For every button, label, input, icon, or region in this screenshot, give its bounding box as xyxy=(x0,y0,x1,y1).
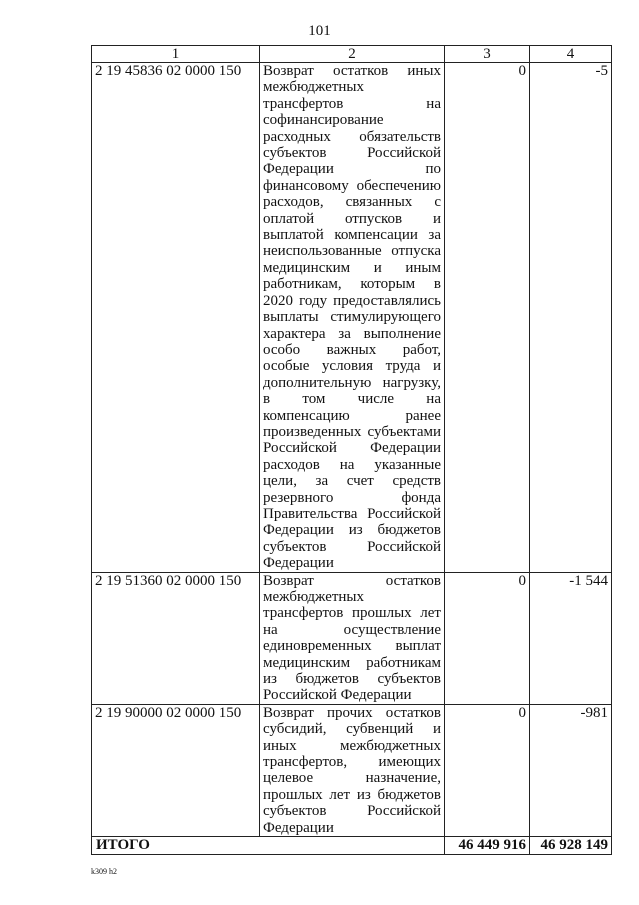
row-code: 2 19 45836 02 0000 150 xyxy=(92,63,260,573)
table-row xyxy=(92,572,612,704)
total-label: ИТОГО xyxy=(92,837,445,854)
row-value-col3: 0 xyxy=(445,572,530,704)
header-col-3: 3 xyxy=(445,46,530,63)
total-row xyxy=(92,837,612,854)
budget-table xyxy=(91,45,612,855)
row-code: 2 19 51360 02 0000 150 xyxy=(92,572,260,704)
table-header-row xyxy=(92,46,612,63)
table-row xyxy=(92,704,612,836)
row-description: Возврат остатков иных межбюджетных трансфертов на софинансирование расходных обязательств субъектов Российской Федерации по финансовому обеспечению расходов, связанных с оплатой отпусков и выплатой компенсации за неиспользованные отпуска медицинским и иным работникам, которым в 2020 году предоставлялись выплаты стимулирующего характера за выполнение особо важных работ, особые условия труда и дополнительную нагрузку, в том числе на компенсацию ранее произведенных субъектами Российской Федерации расходов на указанные цели, за счет средств резервного фонда Правительства Российской Федерации из бюджетов субъектов Российской Федерации xyxy=(260,63,445,573)
row-value-col4: -5 xyxy=(530,63,612,573)
total-col4: 46 928 149 xyxy=(530,837,612,854)
row-code: 2 19 90000 02 0000 150 xyxy=(92,704,260,836)
row-description: Возврат прочих остатков субсидий, субвенций и иных межбюджетных трансфертов, имеющих целевое назначение, прошлых лет из бюджетов субъектов Российской Федерации xyxy=(260,704,445,836)
row-value-col3: 0 xyxy=(445,704,530,836)
row-value-col3: 0 xyxy=(445,63,530,573)
row-value-col4: -1 544 xyxy=(530,572,612,704)
table-row xyxy=(92,63,612,573)
row-value-col4: -981 xyxy=(530,704,612,836)
header-col-4: 4 xyxy=(530,46,612,63)
header-col-2: 2 xyxy=(260,46,445,63)
page-number: 101 xyxy=(308,23,331,39)
row-description: Возврат остатков межбюджетных трансфертов прошлых лет на осуществление единовременных выплат медицинским работникам из бюджетов субъектов Российской Федерации xyxy=(260,572,445,704)
total-col3: 46 449 916 xyxy=(445,837,530,854)
header-col-1: 1 xyxy=(92,46,260,63)
footer-code: k309 h2 xyxy=(91,867,117,876)
